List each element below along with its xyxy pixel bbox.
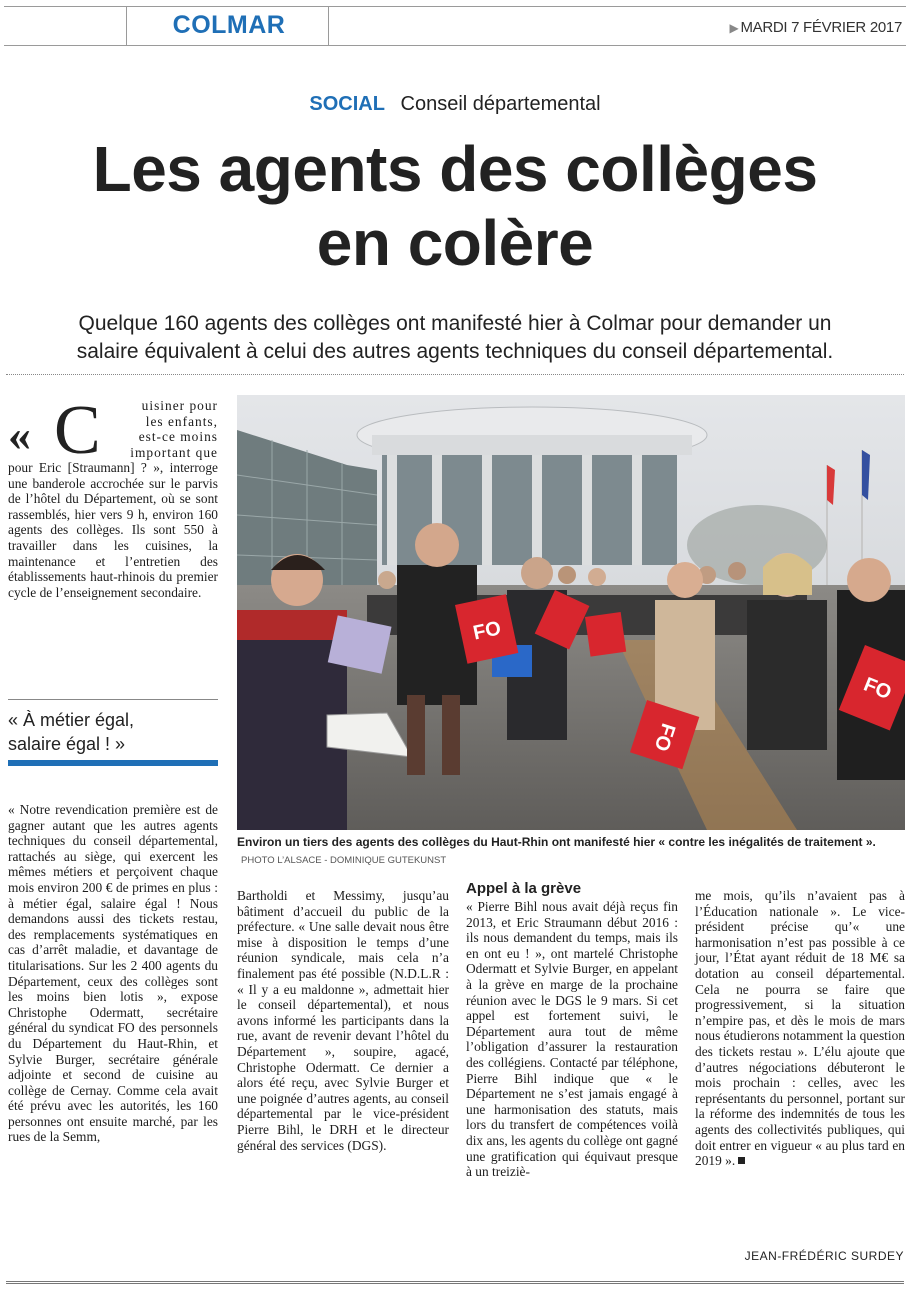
rubric-subject: Conseil départemental xyxy=(400,93,601,115)
flag-label: FO xyxy=(649,720,680,754)
headline-line: en colère xyxy=(316,207,594,279)
intro-line: les enfants, xyxy=(145,413,218,429)
body-paragraph: « Pierre Bihl nous avait déjà reçus fin 2013, et Eric Straumann début 2016 : ils nous demandent du temps, mais ils en ont eu ! », ont martelé Christophe Odermatt et Sylvie Burger, en appelant à la grève en marge de la prochaine réunion avec le DGS le 9 mars. Si cet appel est fortement suivi, le Département aura tout de même l’obligation d’assurer la restauration des collégiens. Contacté par téléphone, Pierre Bihl indique que « le Département ne s’est jamais engagé à une harmonisation des statuts, mais lors du transfert de compétences voilà dix ans, les agents du collège ont gagné une gratification qui équivaut presque à un treiziè- xyxy=(466,899,678,1180)
author-signature: JEAN-FRÉDÉRIC SURDEY xyxy=(744,1249,904,1263)
headline-line: Les agents des collèges xyxy=(92,133,818,205)
divider xyxy=(6,1281,904,1284)
section-city: COLMAR xyxy=(172,11,286,39)
flag xyxy=(585,612,626,657)
body-paragraph: « Notre revendication première est de gagner autant que les autres agents techniques du conseil départemental, rattachés au siège, qui exercent les mêmes métiers et perçoivent chaque mois environ 200 € de primes en plus : à métier égal, salaire égal ! Nous demandons aussi des tickets restau, des remplacements systématiques en cas d’arrêt maladie, et davantage de titularisations. Sur les 2 400 agents du Département, ceux des collèges sont les moins bien lotis », expose Christophe Odermatt, secrétaire général du syndicat FO des personnels du Département du Haut-Rhin, et Sylvie Burger, secrétaire générale adjointe et second de cuisine au collège de Cernay. Comme cela avait été prévu avec les autorités, les 160 personnes ont ensuite marché, par les rues de la Semm, xyxy=(8,802,218,1145)
body-paragraph: Bartholdi et Messimy, jusqu’au bâtiment d’accueil du public de la préfecture. « Une salle devait nous être mise à disposition le temps d’une réunion syndicale, mais cela n’a finalement pas été possible (N.D.L.R : « Il y a eu maldonne », admettait hier le conseil départemental), et nous avons informé les participants dans la rue, avant de revenir devant l’hôtel du Département », soupire, agacé, Christophe Odermatt. Ce dernier a alors été reçu, avec Sylvie Burger et une poignée d’autres agents, au conseil départemental par le vice-président Pierre Bihl, le DRH et le directeur général des services (DGS). xyxy=(237,888,449,1153)
end-mark-icon xyxy=(738,1157,745,1164)
body-paragraph xyxy=(695,888,905,1169)
page-header xyxy=(4,6,906,46)
intro-first-lines xyxy=(104,398,218,460)
photo-caption xyxy=(237,834,905,869)
chevron-right-icon: ▶ xyxy=(729,21,739,35)
header-divider xyxy=(126,7,127,45)
drop-cap: C xyxy=(54,392,101,469)
rubric-label: SOCIAL xyxy=(309,93,385,115)
body-text: me mois, qu’ils n’avaient pas à l’Éducation nationale ». Le vice-président précise qu’« une harmonisation n’est pas possible à ce jour, l’État ayant réduit de 18 M€ sa dotation au conseil départemental. Cela ne pourra se faire que progressivement, si la situation n’empire pas, et dès le mois de mars nous étudierons notamment la question des tickets restau ». L’élu ajoute que d’autres négociations débuteront le mois prochain : celles, avec les représentants du personnel, portant sur la réforme des indemnités de tous les agents des collectivités publiques, qui doit entrer en vigueur « au plus tard en 2019 ». xyxy=(695,888,905,1169)
body-column-4 xyxy=(695,888,905,1169)
article-lead xyxy=(10,310,900,366)
quote-mark: « xyxy=(8,409,31,460)
flag-label: FO xyxy=(860,673,895,705)
accent-bar xyxy=(8,760,218,766)
intro-line: est-ce moins xyxy=(138,429,218,445)
header-divider xyxy=(328,7,329,45)
article-kicker xyxy=(0,93,910,116)
flag-label: FO xyxy=(471,617,503,645)
protest-photo-illustration xyxy=(237,395,905,830)
lead-line: salaire équivalent à celui des autres agents techniques du conseil départemental. xyxy=(76,340,834,363)
intro-line: important que xyxy=(130,444,218,460)
intro-line: uisiner pour xyxy=(141,398,218,413)
article-headline xyxy=(0,132,910,280)
section-subhead: Appel à la grève xyxy=(466,880,582,897)
rotunda-band xyxy=(372,435,692,455)
body-column-2 xyxy=(237,888,449,1153)
intertitle xyxy=(8,708,218,756)
article-photo xyxy=(237,395,905,830)
intertitle-line: salaire égal ! » xyxy=(8,734,126,754)
body-column-3 xyxy=(466,899,678,1180)
photo-credit: PHOTO L’ALSACE - DOMINIQUE GUTEKUNST xyxy=(241,855,447,866)
lead-line: Quelque 160 agents des collèges ont manifesté hier à Colmar pour demander un xyxy=(78,312,832,335)
divider xyxy=(6,374,904,375)
body-column-1 xyxy=(8,802,218,1145)
issue-date xyxy=(730,19,903,36)
intertitle-line: « À métier égal, xyxy=(8,710,135,730)
issue-date-text: MARDI 7 FÉVRIER 2017 xyxy=(740,19,902,36)
caption-text: Environ un tiers des agents des collèges du Haut-Rhin ont manifesté hier « contre les inégalités de traitement ». xyxy=(237,835,876,849)
intro-paragraph: pour Eric [Straumann] ? », interroge une banderole accrochée sur le parvis de l’hôtel du Département, où se sont rassemblés, hier vers 9 h, environ 160 agents des collèges. Ils sont 550 à travailler dans les cuisines, la maintenance et l’entretien des établissements haut-rhinois du premier cycle de l’enseignement secondaire. xyxy=(8,460,218,600)
divider xyxy=(8,699,218,700)
intro-text xyxy=(8,460,218,600)
